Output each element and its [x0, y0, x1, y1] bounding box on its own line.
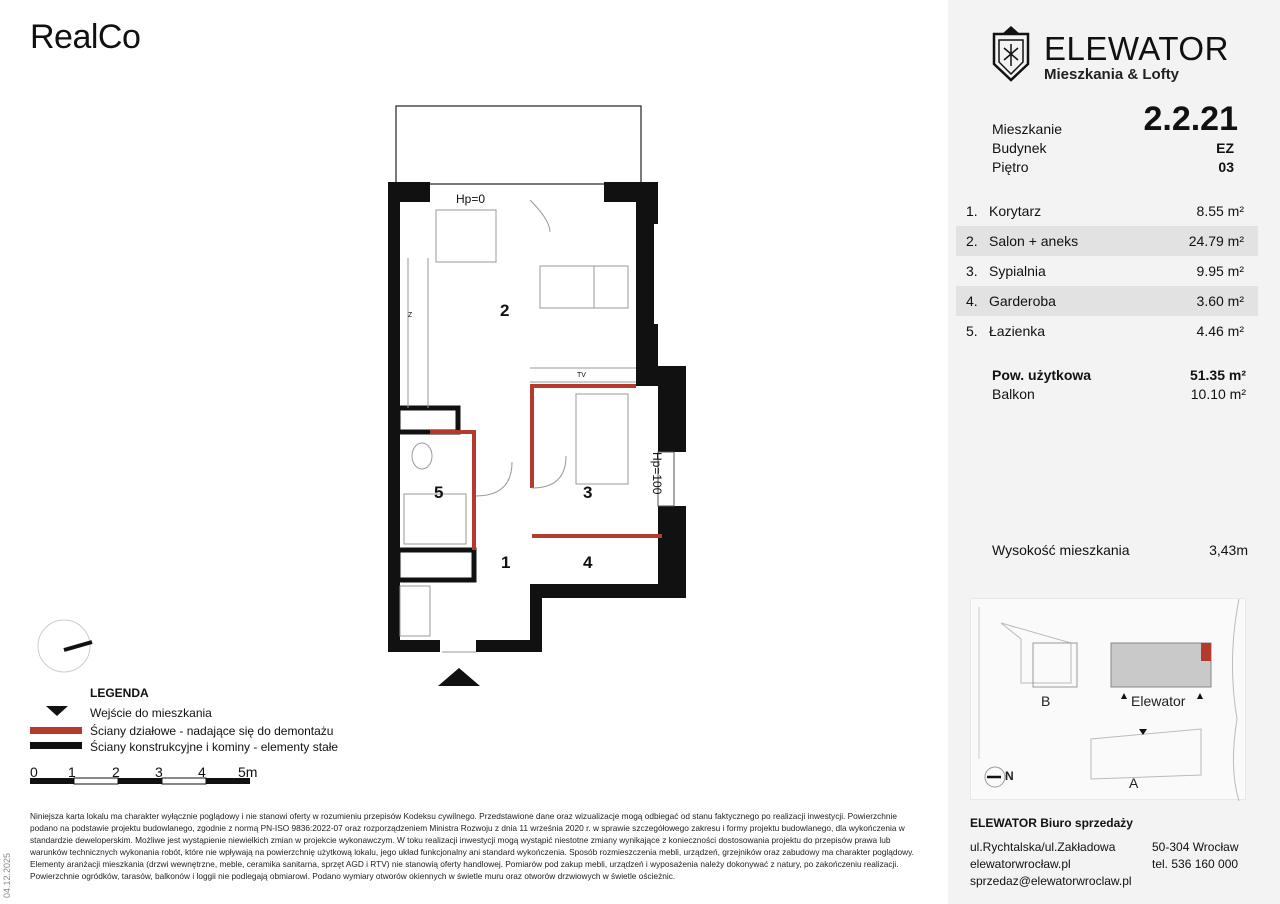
elewator-brand-name: ELEWATOR	[1044, 30, 1229, 67]
north-label: N	[1005, 769, 1014, 783]
room-number-2: 2	[500, 301, 510, 320]
scale-label-0: 0	[30, 764, 38, 780]
height-label: Wysokość mieszkania	[992, 542, 1130, 558]
legend-entrance: Wejście do mieszkania	[90, 706, 212, 720]
elewator-brand-subtitle: Mieszkania & Lofty	[1044, 66, 1180, 83]
room-number-5: 5	[434, 483, 444, 502]
info-panel	[948, 0, 1280, 904]
legend-demolish-swatch	[30, 727, 82, 734]
date-code: 04.12.2025	[2, 852, 12, 898]
list-item	[956, 196, 1258, 226]
room-area: 24.79 m²	[1188, 233, 1244, 249]
hp0-label: Hp=0	[456, 192, 486, 206]
legend-entrance-icon	[46, 706, 68, 716]
room-number-1: 1	[501, 553, 511, 572]
list-item	[956, 226, 1258, 256]
scale-label-1: 1	[68, 764, 76, 780]
balcony-value: 10.10 m²	[1190, 386, 1246, 402]
list-item	[956, 316, 1258, 346]
scale-bar	[30, 778, 250, 784]
compass-icon	[38, 620, 92, 672]
sales-office-title: ELEWATOR Biuro sprzedaży	[970, 816, 1133, 830]
hp100-label: Hp=100	[650, 452, 664, 495]
room-number-4: 4	[583, 553, 593, 572]
room-list	[956, 196, 1258, 346]
office-email-link[interactable]: sprzedaz@elewatorwroclaw.pl	[970, 874, 1132, 888]
room-number-3: 3	[583, 483, 593, 502]
office-phone[interactable]: tel. 536 160 000	[1152, 857, 1239, 871]
office-city: 50-304 Wrocław	[1152, 840, 1239, 854]
usable-area-label: Pow. użytkowa	[992, 367, 1092, 383]
room-index: 4.	[966, 293, 978, 309]
floor-value: 03	[1218, 159, 1234, 175]
scale-label-3: 3	[155, 764, 163, 780]
room-area: 4.46 m²	[1196, 323, 1244, 339]
legend-structural-swatch	[30, 742, 82, 749]
apartment-number: 2.2.21	[1143, 100, 1238, 138]
office-address: ul.Rychtalska/ul.Zakładowa	[970, 840, 1116, 854]
label-pietro: Piętro	[992, 159, 1029, 175]
room-index: 2.	[966, 233, 978, 249]
apartment-height	[992, 542, 1248, 558]
balcony-label: Balkon	[992, 386, 1035, 402]
room-index: 5.	[966, 323, 978, 339]
elewator-shield-icon	[988, 26, 1034, 84]
scale-label-4: 4	[198, 764, 206, 780]
map-label-a: A	[1129, 775, 1139, 791]
legend-structural: Ściany konstrukcyjne i kominy - elementy stałe	[90, 740, 339, 754]
structural-walls	[388, 182, 686, 652]
demolishable-walls	[430, 386, 662, 550]
disclaimer-text: Niniejsza karta lokalu ma charakter wyłącznie poglądowy i nie stanowi oferty w rozumieniu przepisów Kodeksu cywilnego. Przedstawione dane oraz wizualizacje mogą odbiegać od stanu faktycznego po realizacji inwestycji. Powierzchnie podano na podstawie projektu budowlanego, zgodnie z normą PN-ISO 9836:2022-07 oraz rozporządzeniem Ministra Rozwoju z dnia 11 września 2020 r. w sprawie szczegółowego zakresu i formy projektu budowlanego, dla wykończenia w standardzie deweloperskim. Możliwe jest wystąpienie niewielkich zmian w projekcie wykonawczym. W toku realizacji inwestycji mogą wystąpić niestotne zmiany wynikające z konieczności dostosowania projektu do przepisów prawa lub warunków technicznych wykonania robót, które nie wpływają na powierzchnię użytkową lokalu, jego układ funkcjonalny ani standard wykończenia. Sposób rozmieszczenia mebli, urządzeń, grzejników oraz zabudowy ma charakter poglądowy. Elementy aranżacji mieszkania (drzwi wewnętrzne, meble, ceramika sanitarna, sprzęt AGD i RTV) nie stanowią oferty handlowej. Pomiarów pod zakup mebli, urządzeń i wyposażenia należy dokonywać z natury, po zakończeniu realizacji. Powierzchnie ogródków, tarasów, balkonów i loggii nie podlegają obmiarowi. Podano wymiary otworów okiennych w świetle muru oraz otworów drzwiowych w świetle ościeżnic.	[30, 811, 914, 881]
office-website-link[interactable]: elewatorwrocław.pl	[970, 857, 1071, 871]
room-index: 3.	[966, 263, 978, 279]
label-budynek: Budynek	[992, 140, 1047, 156]
list-item	[956, 286, 1258, 316]
height-value: 3,43m	[1209, 542, 1248, 558]
site-map	[970, 598, 1246, 800]
scale-label-2: 2	[112, 764, 120, 780]
apartment-labels	[992, 120, 1062, 177]
tv-label: TV	[577, 372, 586, 379]
room-area: 3.60 m²	[1196, 293, 1244, 309]
scale-label-5: 5m	[238, 764, 258, 780]
balcony	[396, 106, 641, 184]
z-label: Z	[408, 312, 413, 319]
usable-area-value: 51.35 m²	[1189, 367, 1246, 383]
building-value: EZ	[1216, 140, 1234, 156]
room-index: 1.	[966, 203, 978, 219]
apartment-values	[1216, 139, 1234, 177]
room-name: Sypialnia	[989, 263, 1046, 279]
room-area: 9.95 m²	[1196, 263, 1244, 279]
realco-logo: RealCo	[30, 18, 141, 56]
room-name: Korytarz	[989, 203, 1042, 219]
legend-demolish: Ściany działowe - nadające się do demontażu	[90, 724, 334, 738]
map-label-elewator: Elewator	[1131, 693, 1186, 709]
entrance-arrow	[438, 668, 480, 686]
room-name: Salon + aneks	[989, 233, 1079, 249]
room-name: Garderoba	[989, 293, 1056, 309]
legend-title: LEGENDA	[90, 686, 149, 700]
label-mieszkanie: Mieszkanie	[992, 121, 1063, 137]
room-area: 8.55 m²	[1196, 203, 1244, 219]
list-item	[956, 256, 1258, 286]
map-label-b: B	[1041, 693, 1051, 709]
room-name: Łazienka	[989, 323, 1046, 339]
